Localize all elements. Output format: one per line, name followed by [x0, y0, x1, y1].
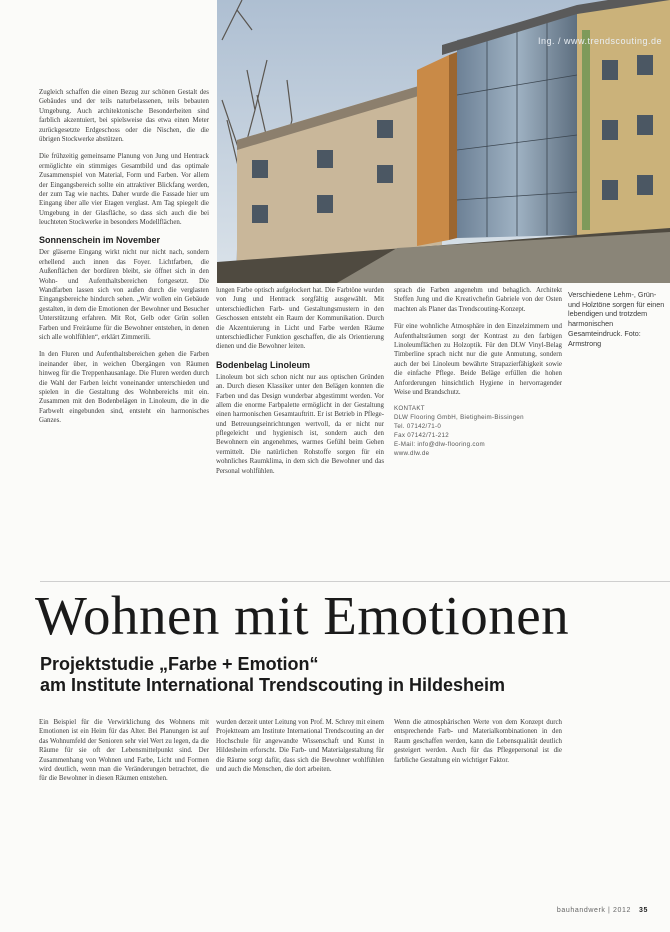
- upper-column-1: [39, 88, 209, 434]
- building-photo: [217, 0, 670, 283]
- photo-caption: Verschiedene Lehm-, Grün- und Holztöne sorgen für einen lebendigen und trotzdem harmonischen Gesamteindruck. Foto: Armstrong: [568, 290, 665, 348]
- paragraph: Der gläserne Eingang wirkt nicht nur nicht nach, sondern erhellend auch innen das Foyer. Lichtfarben, die Außenflächen der bordüren bleibt, sie öffnet sich in den Wohn- und Aufenthaltsbereichen fortgesetzt. Die Wandfarben lassen sich von außen durch die verglasten Eingangsbereiche hindurch sehen. „Wir wollen ein Gebäude gestalten, in dem die Emotionen der Bewohner und Besucher Unterstützung erfahren. Mit Rot, Gelb oder Grün sollen Farben und Freiräume für die Bewohner entstehen, in denen sich alle wohlfühlen“, erklärt Zimmerili.: [39, 249, 209, 341]
- paragraph: Die frühzeitig gemeinsame Planung von Jung und Hentrack ermöglichte ein stimmiges Gesamtbild und das optimale Zusammenspiel von Material, Form und Farben. Vor allem der Eingangsbereich sollte ein attraktiver Blickfang werden, der zum Tag wie nachts. Daher wurde die Fassade hier um Eingang über alle vier Etagen verglast. Am Tag spiegelt die Umgebung in der Glasfläche, so dass sich auch die bei leuchteten Stockwerke in besonders Modellflächen.: [39, 153, 209, 227]
- contact-line: Fax 07142/71-212: [394, 432, 450, 440]
- contact-line: E-Mail: info@dlw-flooring.com: [394, 441, 485, 449]
- deck-line: am Institute International Trendscouting in Hildesheim: [40, 675, 506, 695]
- deck-line: Projektstudie „Farbe + Emotion“: [40, 654, 319, 674]
- lower-column-3: [394, 718, 562, 773]
- divider: [40, 581, 670, 582]
- paragraph: Zugleich schaffen die einen Bezug zur schönen Gestalt des Gebäudes und der teils naturbelassenen, teils bebauten Umgebung. Auch architektonische Besonderheiten sind farblich akzentuiert, bei spielsweise das etwa einen Meter zurückgesetzte Erdgeschoss oder die Nischen, die die übrigen Stockwerke abstützen.: [39, 89, 209, 143]
- paragraph: In den Fluren und Aufenthaltsbereichen gehen die Farben ineinander über, in weichen Übergängen von Räumen hinweg für die Treppenhausanlage. Die Fluren werden durch die Wahl der Farben leicht voneinander unterschieden und spielen in die Gestaltung des Wohnbereichs mit ein. Zusammen mit den Bodenbelägen in Linoleum, die in die Farbwelt eingebunden sind, entsteht ein harmonisches Ganzes.: [39, 351, 209, 425]
- photo-credit: Ing. / www.trendscouting.de: [537, 36, 662, 46]
- paragraph: Für eine wohnliche Atmosphäre in den Einzelzimmern und Aufenthaltsräumen sorgt der Kontrast zu den farbigen Linoleumflächen zu Holzoptik. Für den DLW Vinyl-Belag Timberline sprach nicht nur die gute Anmutung, sondern auch der bei Linoleum bewährte Strapazierfähigkeit sowie die einfache Pflege. Beide Beläge erfüllen die hohen Anforderungen hinsichtlich Hygiene in hervorragender Weise und Brandschutz.: [394, 323, 562, 396]
- upper-column-3: [394, 286, 562, 459]
- article-deck: [40, 654, 660, 696]
- upper-column-2: [216, 286, 384, 484]
- contact-block: [394, 405, 562, 459]
- subheading-bodenbelag: Bodenbelag Linoleum: [216, 359, 311, 370]
- page-number: 35: [639, 907, 648, 914]
- subheading-sonnenschein: Sonnenschein im November: [39, 235, 161, 246]
- paragraph: Wenn die atmosphärischen Werte von dem Konzept durch entsprechende Farb- und Materialkombinationen in den Raum geschaffen werden, kann die Lebensqualität deutlich gesteigert werden. Auch für das Pflegepersonal ist die farbliche Gestaltung ein wichtiger Faktor.: [394, 719, 562, 764]
- contact-line: KONTAKT: [394, 405, 425, 413]
- paragraph: sprach die Farben angenehm und behaglich. Architekt Steffen Jung und die Kreativchefin Gabriele von der Osten machten als Planer das Trendscouting-Konzept.: [394, 287, 562, 313]
- page-footer: [557, 907, 648, 914]
- contact-line: Tel. 07142/71-0: [394, 423, 442, 431]
- lower-column-1: [39, 718, 209, 792]
- contact-line: DLW Flooring GmbH, Bietigheim-Bissingen: [394, 414, 524, 422]
- contact-line: www.dlw.de: [394, 450, 430, 458]
- paragraph: Linoleum bot sich schon nicht nur aus optischen Gründen an. Durch diesen Klassiker unter den Belägen konnten die Farben und das Design wunderbar abgestimmt werden. Vor allem die enorme Farbpalette ermöglicht in der Gestaltung einen harmonischen Gesamtauftritt. Er ist Betrieb in Pflege- und Betreuungseinrichtungen wertvoll, da er nicht nur pflegeleicht und hygienisch ist, sondern auch den Bewohnern ein angenehmes, warmes Gefühl beim Gehen vermittelt. Die natürlichen Rohstoffe sorgen für ein wohnliches Raumklima, in dem sich die Bewohner und das Personal wohlfühlen.: [216, 373, 384, 475]
- paragraph: Ein Beispiel für die Verwirklichung des Wohnens mit Emotionen ist ein Heim für das Alter. Bei Planungen ist auf das Wohnumfeld der Senioren sehr viel Wert zu legen, da die Räume für sie oft der Lebensmittelpunkt sind. Der Zusammenhang von Wohnen und Farbe, Licht und Formen wird deutlich, wenn man die Veränderungen betrachtet, die für die Bewohner in diesen Räumen entstehen.: [39, 719, 209, 783]
- article-headline: Wohnen mit Emotionen: [35, 585, 570, 646]
- magazine-name: bauhandwerk | 2012: [556, 907, 631, 914]
- lower-column-2: [216, 718, 384, 782]
- paragraph: lungen Farbe optisch aufgelockert hat. Die Farbtöne wurden von Jung und Hentrack sorgfältig ausgewählt. Mit unterschiedlichen Farb- und Gestaltungsmustern in den Geschossen entsteht ein Raum der Kommunikation. Durch die Akzentuierung in Licht und Farbe werden Räume unterschiedlicher Funktion geschaffen, die als Orientierung dienen und die Bewohner leiten.: [216, 287, 384, 351]
- paragraph: wurden derzeit unter Leitung von Prof. M. Schrey mit einem Projektteam am Institute International Trendscouting an der Hochschule für angewandte Wissenschaft und Kunst in Hildesheim erforscht. Die Farb- und Materialgestaltung für die Räume sorgt dafür, dass sich die Bewohner wohlfühlen und auch die Menschen, die dort arbeiten.: [216, 719, 384, 773]
